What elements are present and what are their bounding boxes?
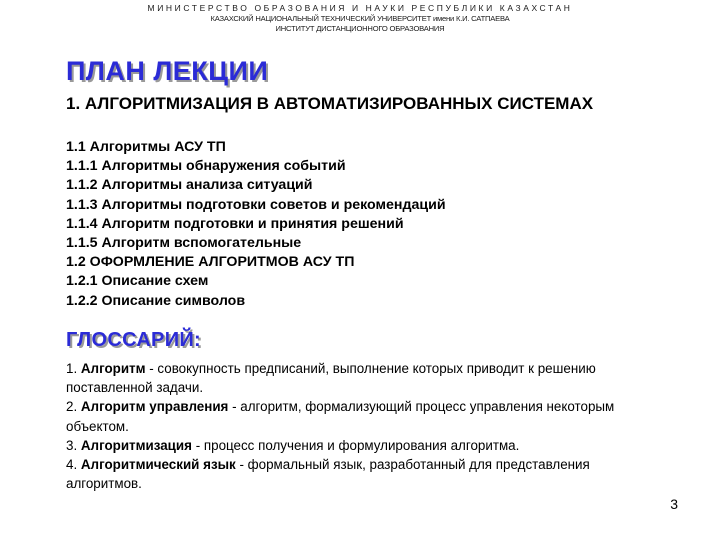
glossary-definition: - совокупность предписаний, выполнение которых приводит к решению поставленной задачи. [66,361,596,396]
plan-item: 1.1.1 Алгоритмы обнаружения событий [66,158,346,175]
university-header: КАЗАХСКИЙ НАЦИОНАЛЬНЫЙ ТЕХНИЧЕСКИЙ УНИВЕРСИТЕТ имени К.И. САТПАЕВА [210,14,510,23]
glossary-item [66,359,666,397]
plan-item: 1.2.2 Описание символов [66,292,246,309]
glossary-term: Алгоритмизация [80,437,192,453]
glossary-title: ГЛОССАРИЙ: [66,329,202,351]
glossary-definition: - алгоритм, формализующий процесс управления некоторым объектом. [66,399,615,434]
plan-item: 1.1 Алгоритмы АСУ ТП [66,139,226,155]
glossary-number: 2. [66,399,81,415]
glossary-number: 4. [66,457,81,473]
plan-list [66,138,446,311]
lecture-plan-title: ПЛАН ЛЕКЦИИ [66,56,269,86]
plan-item: 1.1.2 Алгоритмы анализа ситуаций [66,177,313,194]
glossary-item [66,436,666,455]
glossary-term: Алгоритм управления [80,399,229,415]
glossary-definition: - формальный язык, разработанный для представления алгоритмов. [66,457,590,492]
glossary-number: 3. [66,437,81,453]
plan-item: 1.1.4 Алгоритм подготовки и принятия решений [66,215,404,232]
institute-header: ИНСТИТУТ ДИСТАНЦИОННОГО ОБРАЗОВАНИЯ [275,24,445,33]
glossary-term: Алгоритм [80,361,146,376]
plan-item: 1.1.3 Алгоритмы подготовки советов и рекомендаций [66,196,446,213]
glossary-item [66,455,666,493]
glossary-list [66,359,666,493]
plan-item: 1.1.5 Алгоритм вспомогательные [66,235,302,252]
page-number: 3 [670,496,678,512]
glossary-definition: - процесс получения и формулирования алгоритма. [191,437,520,453]
plan-item: 1.2 ОФОРМЛЕНИЕ АЛГОРИТМОВ АСУ ТП [66,254,355,271]
ministry-header: МИНИСТЕРСТВО ОБРАЗОВАНИЯ И НАУКИ РЕСПУБЛИКИ КАЗАХСТАН [147,3,573,13]
glossary-item [66,397,666,435]
glossary-number: 1. [66,361,81,376]
section-heading: 1. АЛГОРИТМИЗАЦИЯ В АВТОМАТИЗИРОВАННЫХ СИСТЕМАХ [66,94,594,113]
plan-item: 1.2.1 Описание схем [66,273,209,290]
glossary-term: Алгоритмический язык [80,457,236,473]
